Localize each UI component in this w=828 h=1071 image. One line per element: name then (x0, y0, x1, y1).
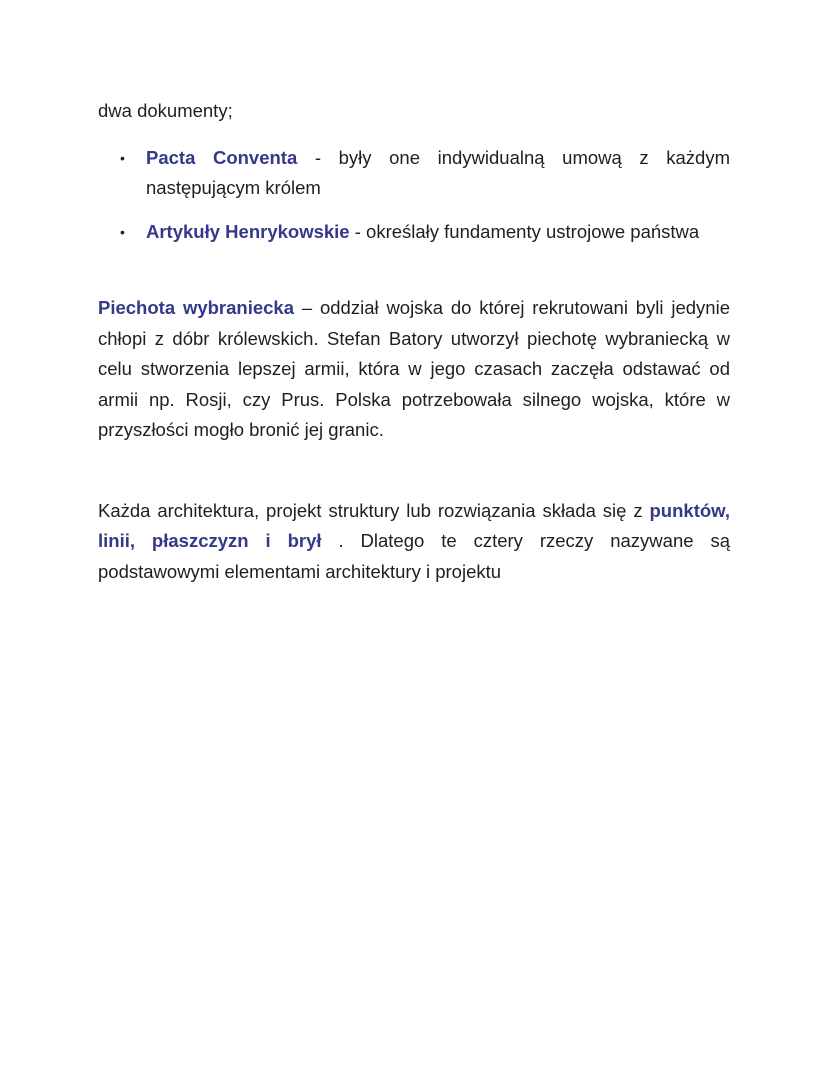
paragraph-text-after: . Dlatego te cztery rzeczy nazywane są podstawowymi elementami architektury i projektu (98, 530, 730, 582)
bullet-text: - były one indywidualną umową z każdym następującym królem (146, 146, 730, 198)
bullet-icon: • (120, 223, 125, 240)
intro-line: dwa dokumenty; (98, 100, 233, 121)
bullet-list (98, 143, 730, 248)
bullet-icon: • (120, 149, 125, 166)
term-elements: punktów, linii, płaszczyzn i brył (98, 499, 730, 551)
document-page (98, 96, 730, 587)
bullet-item-artykuly-henrykowskie (98, 217, 730, 248)
term-artykuly-henrykowskie: Artykuły Henrykowskie (146, 220, 350, 242)
paragraph-architektura (98, 496, 730, 588)
term-pacta-conventa: Pacta Conventa (146, 146, 298, 168)
bullet-item-pacta-conventa (98, 143, 730, 204)
paragraph-piechota (98, 293, 730, 446)
bullet-text: - określały fundamenty ustrojowe państwa (349, 220, 700, 242)
term-piechota-wybraniecka: Piechota wybraniecka (98, 297, 295, 318)
paragraph-text-before: Każda architektura, projekt struktury lub rozwiązania składa się z (98, 499, 650, 521)
paragraph-text: – oddział wojska do której rekrutowani byli jedynie chłopi z dóbr królewskich. Stefan Batory utworzył piechotę wybraniecką w celu stworzenia lepszej armii, która w jego czasach zaczęła odstawać od armii np. Rosji, czy Prus. Polska potrzebowała silnego wojska, które w przyszłości mogło bronić jej granic. (98, 297, 730, 440)
